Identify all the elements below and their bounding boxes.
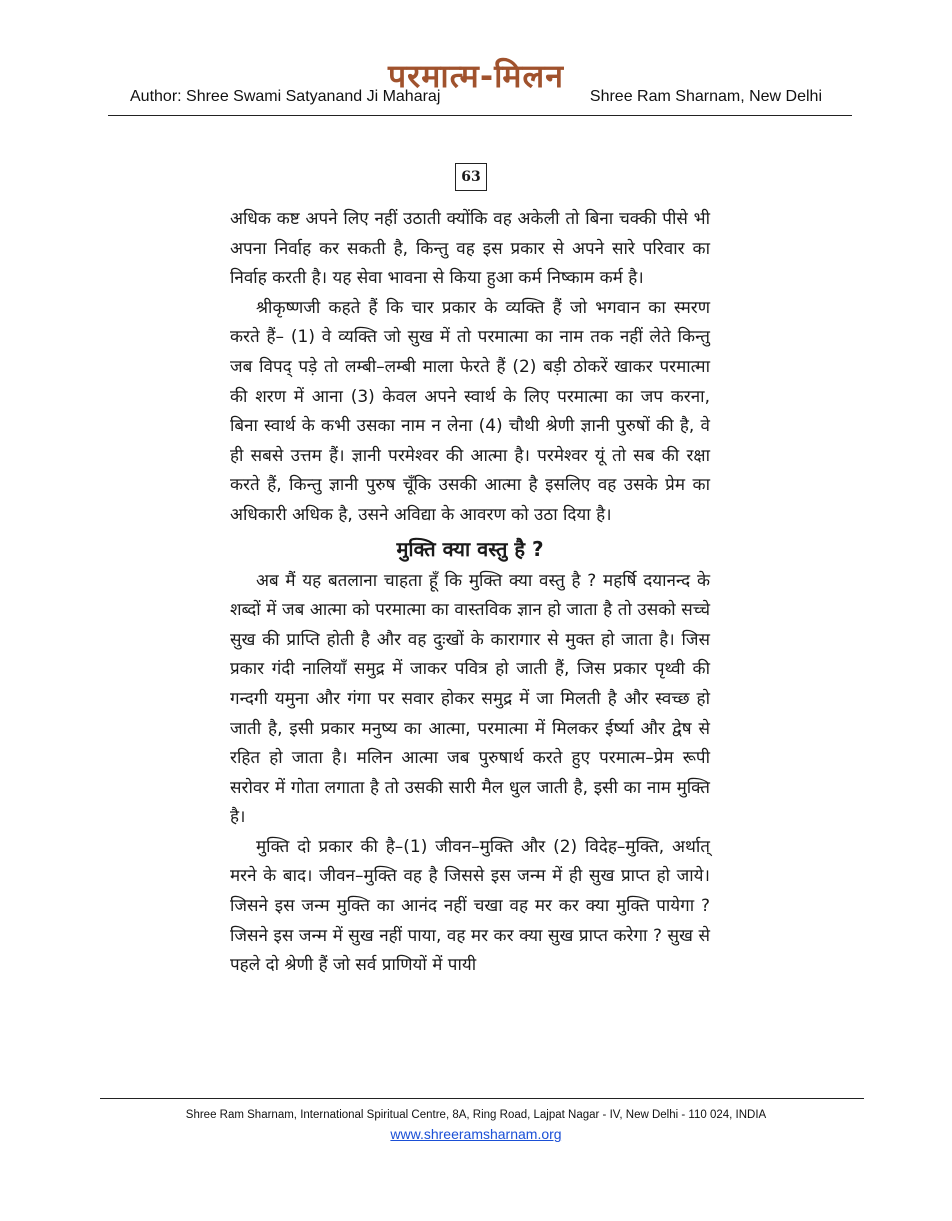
section-heading: मुक्ति क्या वस्तु है ? [396, 536, 544, 561]
paragraph-2: श्रीकृष्णजी कहते हैं कि चार प्रकार के व्यक्ति हैं जो भगवान का स्मरण करते हैं– (1) वे व्यक्ति जो सुख में तो परमात्मा का नाम तक नहीं लेते किन्तु जब विपद् पड़े तो लम्बी–लम्बी माला फेरते हैं (2) बड़ी ठोकरें खाकर परमात्मा की शरण में आना (3) केवल अपने स्वार्थ के लिए परमात्मा का जप करना, बिना स्वार्थ के कभी उसका नाम न लेना (4) चौथी श्रेणी ज्ञानी पुरुषों की है, वे ही सबसे उत्तम हैं। ज्ञानी परमेश्वर की आत्मा है। परमेश्वर यूं तो सब की रक्षा करते हैं, किन्तु ज्ञानी पुरुष चूँकि उसकी आत्मा है इसलिए वह उसके प्रेम का अधिकारी अधिक है, उसने अविद्या के आवरण को उठा दिया है। [230, 297, 710, 525]
book-title: परमात्म-मिलन [388, 57, 564, 95]
footer-website-link[interactable]: www.shreeramsharnam.org [390, 1126, 562, 1142]
author-line: Author: Shree Swami Satyanand Ji Maharaj [130, 88, 441, 105]
paragraph-3: अब मैं यह बतलाना चाहता हूँ कि मुक्ति क्या वस्तु है ? महर्षि दयानन्द के शब्दों में जब आत्मा को परमात्मा का वास्तविक ज्ञान हो जाता है तो उसको सच्चे सुख की प्राप्ति होती है और वह दुःखों के कारागार से मुक्त हो जाता है। जिस प्रकार गंदी नालियाँ समुद्र में जाकर पवित्र हो जाती हैं, जिस प्रकार पृथ्वी की गन्दगी यमुना और गंगा पर सवार होकर समुद्र में जा मिलती है और स्वच्छ हो जाती है, इसी प्रकार मनुष्य का आत्मा, परमात्मा में मिलकर ईर्ष्या और द्वेष से रहित हो जाता है। मलिन आत्मा जब पुरुषार्थ करते हुए परमात्म–प्रेम रूपी सरोवर में गोता लगाता है तो उसकी सारी मैल धुल जाती है, इसी का नाम मुक्ति है। [230, 570, 710, 828]
page-body [230, 205, 710, 981]
footer-divider [100, 1098, 864, 1099]
header-divider [108, 115, 852, 116]
paragraph-4: मुक्ति दो प्रकार की है–(1) जीवन–मुक्ति और (2) विदेह–मुक्ति, अर्थात् मरने के बाद। जीवन–मुक्ति वह है जिससे इस जन्म में ही सुख प्राप्त हो जाये। जिसने इस जन्म मुक्ति का आनंद नहीं चखा वह मर कर क्या मुक्ति पायेगा ? जिसने इस जन्म में सुख नहीं पाया, वह मर कर क्या सुख प्राप्त करेगा ? सुख से पहले दो श्रेणी हैं जो सर्व प्राणियों में पायी [230, 836, 710, 976]
page-number: 63 [455, 163, 487, 191]
organization-line: Shree Ram Sharnam, New Delhi [589, 88, 822, 105]
footer-address: Shree Ram Sharnam, International Spiritual Centre, 8A, Ring Road, Lajpat Nagar - IV, New Delhi - 110 024, INDIA [185, 1109, 767, 1121]
paragraph-1: अधिक कष्ट अपने लिए नहीं उठाती क्योंकि वह अकेली तो बिना चक्की पीसे भी अपना निर्वाह कर सकती है, किन्तु वह इस प्रकार से अपने सारे परिवार का निर्वाह करती है। यह सेवा भावना से किया हुआ कर्म निष्काम कर्म है। [230, 209, 710, 289]
